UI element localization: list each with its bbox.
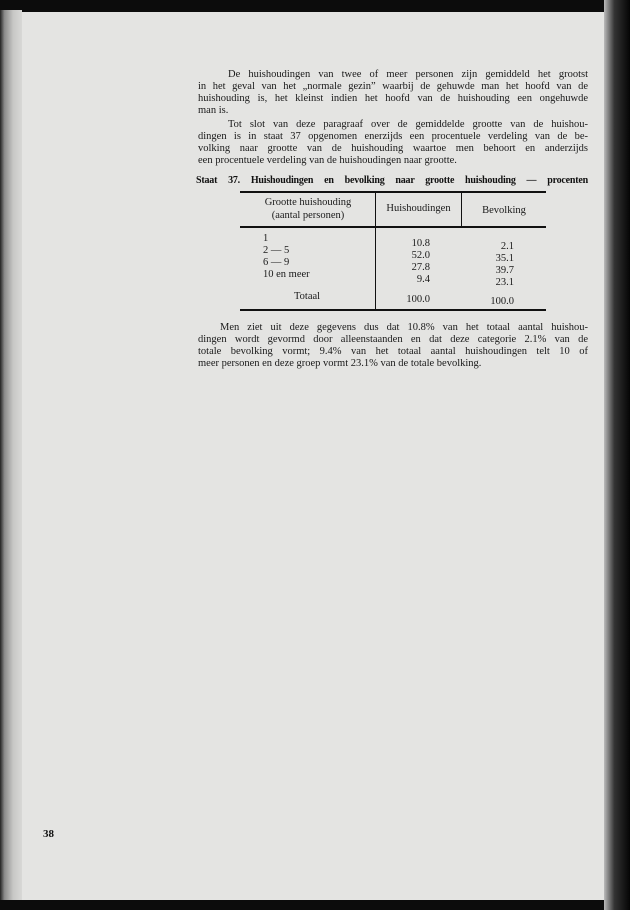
table-title: Staat 37. Huishoudingen en bevolking naar grootte huishouding — procenten (196, 175, 588, 186)
text-line: in het geval van het „normale gezin” waarbij de gehuwde man het hoofd van de (198, 81, 588, 92)
text-line: man is. (198, 105, 229, 116)
text-line: Men ziet uit deze gegevens dus dat 10.8% van het totaal aantal huishou- (220, 322, 588, 333)
header-huishoudingen: Huishoudingen (386, 203, 451, 214)
text-line: huishouding is, het kleinst indien het hoofd van de huishouding een ongehuwde (198, 93, 588, 104)
header-size: Grootte huishouding (264, 197, 352, 208)
row-size: 2 — 5 (263, 245, 290, 256)
text-line: dingen is in staat 37 opgenomen enerzijds een procentuele verdeling van de be- (198, 131, 588, 142)
text-line: een procentuele verdeling van de huishoudingen naar grootte. (198, 155, 457, 166)
header-bevolking: Bevolking (482, 205, 526, 216)
header-rule (240, 226, 546, 228)
text-line: totale bevolking vormt; 9.4% van het totaal aantal huishoudingen telt 10 of (198, 346, 588, 357)
row-bevolking: 23.1 (495, 277, 514, 288)
book-spine-edge (0, 10, 22, 900)
total-huishoudingen: 100.0 (406, 294, 430, 305)
row-size: 1 (263, 233, 269, 244)
row-bevolking: 39.7 (495, 265, 514, 276)
row-size: 6 — 9 (263, 257, 290, 268)
table-top-rule (240, 191, 546, 193)
row-huishoudingen: 10.8 (411, 238, 430, 249)
row-bevolking: 35.1 (495, 253, 514, 264)
row-huishoudingen: 52.0 (411, 250, 430, 261)
text-line: Tot slot van deze paragraaf over de gemiddelde grootte van de huishou- (228, 119, 588, 130)
total-bevolking: 100.0 (490, 296, 514, 307)
text-line: dingen wordt gevormd door alleenstaanden en dat deze categorie 2.1% van de (198, 334, 588, 345)
total-label: Totaal (294, 291, 321, 302)
row-size: 10 en meer (263, 269, 310, 280)
text-line: volking naar grootte van de huishouding waartoe men behoort en anderzijds (198, 143, 588, 154)
text-line: De huishoudingen van twee of meer personen zijn gemiddeld het grootst (228, 69, 588, 80)
row-bevolking: 2.1 (500, 241, 514, 252)
text-line: meer personen en deze groep vormt 23.1% van de totale bevolking. (198, 358, 482, 369)
page-number: 38 (43, 828, 54, 840)
table-bottom-rule (240, 309, 546, 311)
row-huishoudingen: 27.8 (411, 262, 430, 273)
page-right-edge (604, 0, 630, 910)
header-size-sub: (aantal personen) (271, 210, 345, 221)
row-huishoudingen: 9.4 (416, 274, 430, 285)
